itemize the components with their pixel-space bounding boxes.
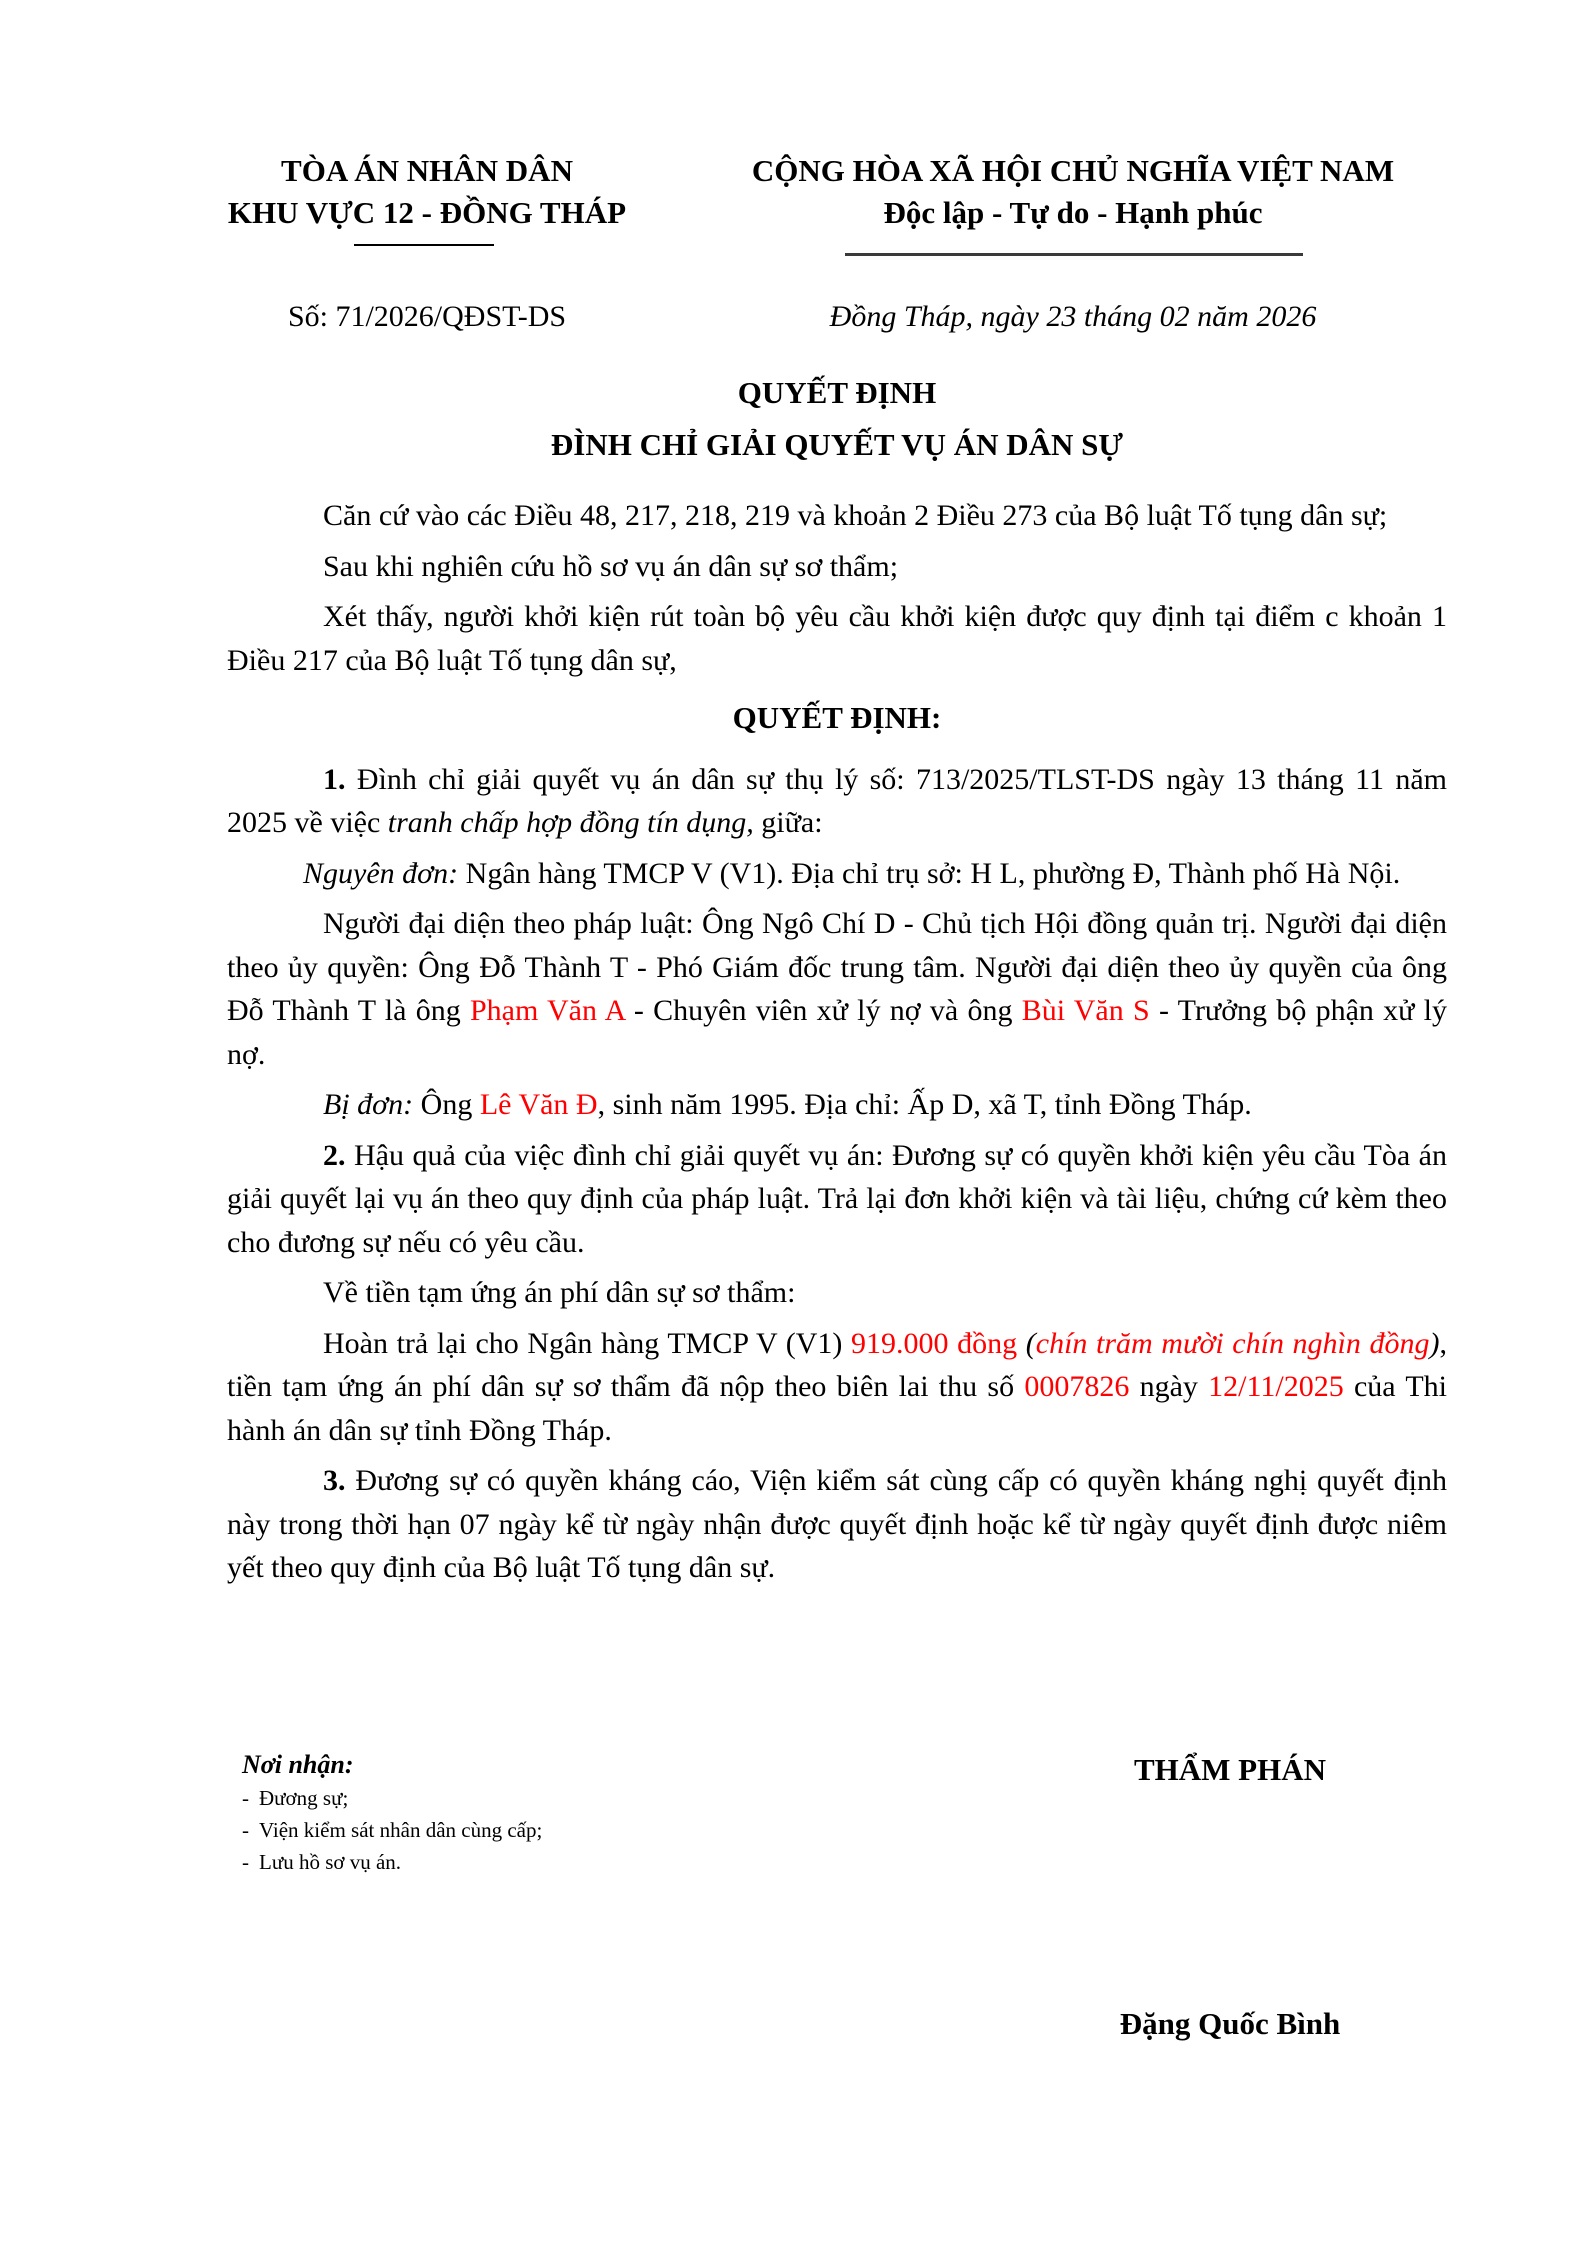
plaintiff-paragraph xyxy=(227,852,1447,896)
refund-text-c: ngày xyxy=(1129,1370,1209,1403)
motto-underline xyxy=(845,253,1303,256)
recipient-item: - Đương sự; xyxy=(242,1782,842,1814)
preamble-paragraph-3: Xét thấy, người khởi kiện rút toàn bộ yêu cầu khởi kiện được quy định tại điểm c khoản 1 Điều 217 của Bộ luật Tố tụng dân sự, xyxy=(227,600,1447,677)
document-number: Số: 71/2026/QĐST-DS xyxy=(287,300,567,333)
item-3-paragraph xyxy=(227,1459,1447,1590)
item-2-number: 2. xyxy=(323,1138,346,1172)
document-title: QUYẾT ĐỊNH xyxy=(737,375,937,410)
defendant-label: Bị đơn: xyxy=(323,1088,414,1121)
recipient-item: - Viện kiểm sát nhân dân cùng cấp; xyxy=(242,1814,842,1846)
item-1-text-b: giữa: xyxy=(753,806,823,839)
court-name-block xyxy=(227,150,627,234)
representatives-text-c: - Trưởng bộ phận xử lý nợ. xyxy=(227,994,1448,1071)
document-body xyxy=(227,494,1447,1597)
plaintiff-label: Nguyên đơn: xyxy=(303,856,459,890)
representative-name-1: Phạm Văn A xyxy=(469,994,625,1027)
signer-name: Đặng Quốc Bình xyxy=(1119,2006,1341,2041)
defendant-name: Lê Văn Đ xyxy=(479,1088,598,1121)
representatives-text-a: Người đại diện theo pháp luật: Ông Ngô Chí D - Chủ tịch Hội đồng quản trị. Người đại diện theo ủy quyền: Ông Đỗ Thành T - Phó Giám đốc trung tâm. Người đại diện theo ủy quyền của ông Đỗ Thành T là ông xyxy=(227,907,1447,1027)
national-motto: Độc lập - Tự do - Hạnh phúc xyxy=(883,195,1263,230)
country-name: CỘNG HÒA XÃ HỘI CHỦ NGHĨA VIỆT NAM xyxy=(751,153,1395,188)
defendant-text-b: , sinh năm 1995. Địa chỉ: Ấp D, xã T, tỉnh Đồng Tháp. xyxy=(597,1088,1252,1121)
item-2-paragraph xyxy=(227,1134,1447,1265)
representatives-paragraph xyxy=(227,902,1447,1076)
paren-open: ( xyxy=(1017,1326,1036,1360)
recipients-title: Nơi nhận: xyxy=(242,1750,354,1779)
refund-text-b: , tiền tạm ứng án phí dân sự sơ thẩm đã nộp theo biên lai thu số xyxy=(227,1326,1448,1403)
court-name-line1: TÒA ÁN NHÂN DÂN xyxy=(281,153,573,188)
item-2-text: Hậu quả của việc đình chỉ giải quyết vụ án: Đương sự có quyền khởi kiện yêu cầu Tòa án giải quyết lại vụ án theo quy định của pháp luật. Trả lại đơn khởi kiện và tài liệu, chứng cứ kèm theo cho đương sự nếu có yêu cầu. xyxy=(227,1138,1447,1259)
recipients-block xyxy=(242,1748,842,1878)
case-type: tranh chấp hợp đồng tín dụng, xyxy=(387,806,754,839)
representative-name-2: Bùi Văn S xyxy=(1021,994,1150,1027)
court-name-underline xyxy=(354,244,494,246)
refund-amount: 919.000 đồng xyxy=(851,1326,1018,1360)
plaintiff-text: Ngân hàng TMCP V (V1). Địa chỉ trụ sở: H L, phường Đ, Thành phố Hà Nội. xyxy=(458,856,1401,890)
defendant-paragraph xyxy=(227,1083,1447,1127)
court-name-line2: KHU VỰC 12 - ĐỒNG THÁP xyxy=(227,195,627,230)
item-1-number: 1. xyxy=(323,762,346,796)
paren-close: ) xyxy=(1429,1326,1440,1360)
item-1-text-a: Đình chỉ giải quyết vụ án dân sự thụ lý số: 713/2025/TLST-DS ngày 13 tháng 11 năm 2025 về việc xyxy=(227,762,1447,839)
recipients-list xyxy=(242,1782,842,1878)
preamble-paragraph-1: Căn cứ vào các Điều 48, 217, 218, 219 và khoản 2 Điều 273 của Bộ luật Tố tụng dân sự; xyxy=(323,499,1388,532)
item-3-text: Đương sự có quyền kháng cáo, Viện kiểm sát cùng cấp có quyền kháng nghị quyết định này trong thời hạn 07 ngày kể từ ngày nhận được quyết định hoặc kể từ ngày quyết định được niêm yết theo quy định của Bộ luật Tố tụng dân sự. xyxy=(227,1464,1447,1584)
fee-heading: Về tiền tạm ứng án phí dân sự sơ thẩm: xyxy=(323,1276,796,1309)
decision-heading: QUYẾT ĐỊNH: xyxy=(732,700,942,735)
representatives-text-b: - Chuyên viên xử lý nợ và ông xyxy=(624,994,1022,1027)
refund-text-a: Hoàn trả lại cho Ngân hàng TMCP V (V1) xyxy=(323,1326,852,1360)
national-motto-block xyxy=(700,150,1446,234)
refund-amount-words: chín trăm mười chín nghìn đồng xyxy=(1035,1326,1430,1360)
document-date: Đồng Tháp, ngày 23 tháng 02 năm 2026 xyxy=(829,300,1317,333)
document-subtitle: ĐÌNH CHỈ GIẢI QUYẾT VỤ ÁN DÂN SỰ xyxy=(550,427,1124,462)
refund-text-d: của Thi hành án dân sự tỉnh Đồng Tháp. xyxy=(227,1370,1447,1447)
recipient-item: - Lưu hồ sơ vụ án. xyxy=(242,1846,842,1878)
receipt-date: 12/11/2025 xyxy=(1208,1370,1344,1403)
preamble-paragraph-2: Sau khi nghiên cứu hồ sơ vụ án dân sự sơ thẩm; xyxy=(323,549,899,583)
item-1-paragraph xyxy=(227,758,1447,845)
item-3-number: 3. xyxy=(323,1464,346,1497)
receipt-number: 0007826 xyxy=(1024,1370,1130,1403)
refund-paragraph xyxy=(227,1322,1447,1453)
signer-title: THẨM PHÁN xyxy=(1133,1752,1326,1787)
defendant-text-a: Ông xyxy=(413,1088,480,1121)
